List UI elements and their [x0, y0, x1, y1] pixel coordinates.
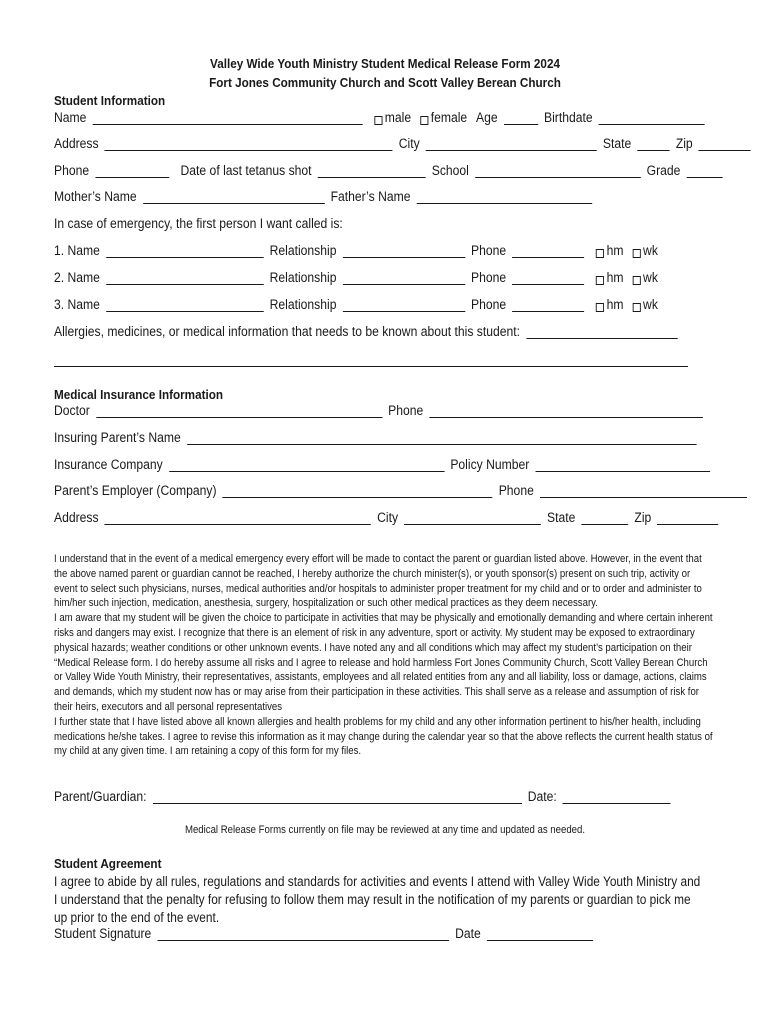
- phone-label: Phone: [471, 270, 507, 285]
- employer-phone-label: Phone: [498, 483, 534, 498]
- contact-phone-field[interactable]: [512, 271, 584, 285]
- release-paragraph-2: I am aware that my student will be given the choice to participate in activities that may be physically and emotionally demanding and where certain inherent risks and dangers may exist. I recognize that there is an element of risk in any adventure, sport or activity. My student may be exposed to extraordinary physical hazards; weather conditions or other unknown events. I have noted any and all conditions which may affect my student’s participation on their “Medical Release form. I do hereby assume all risks and I agree to release and hold harmless Fort Jones Community Church, Scott Valley Berean Church or Valley Wide Youth Ministry, their representatives, assistants, employees and all related entities from any and all liability, loss or damage, actions, claims and demands, which my student now has or may arise from their participation in these activities. This shall serve as a release and assumption of risk for their heirs, executors and all personal representatives: [54, 612, 713, 713]
- allergies-field[interactable]: [526, 325, 677, 339]
- row-phone: [54, 163, 725, 181]
- student-signature-field[interactable]: [157, 927, 449, 941]
- insurance-state-label: State: [547, 510, 576, 525]
- mother-label: Mother’s Name: [54, 189, 137, 204]
- row-insurance-address: [54, 510, 721, 528]
- insuring-parent-field[interactable]: [187, 431, 696, 445]
- birthdate-field[interactable]: [599, 111, 705, 125]
- relationship-field[interactable]: [343, 298, 465, 312]
- hm-checkbox[interactable]: [596, 249, 604, 258]
- student-info-heading: Student Information: [54, 93, 166, 108]
- zip-label: Zip: [675, 136, 693, 151]
- hm-label: hm: [606, 297, 624, 312]
- policy-label: Policy Number: [450, 457, 530, 472]
- contact-phone-field[interactable]: [512, 244, 584, 258]
- form-title: Valley Wide Youth Ministry Student Medical Release Form 2024: [210, 56, 560, 71]
- hm-label: hm: [606, 243, 624, 258]
- insuring-parent-label: Insuring Parent’s Name: [54, 430, 181, 445]
- insurance-city-field[interactable]: [404, 511, 541, 525]
- school-label: School: [431, 163, 469, 178]
- row-allergies: [54, 324, 680, 342]
- phone-field[interactable]: [95, 164, 169, 178]
- guardian-date-label: Date:: [527, 789, 557, 804]
- employer-label: Parent’s Employer (Company): [54, 483, 217, 498]
- insurance-company-field[interactable]: [169, 458, 444, 472]
- emergency-contact-2: [54, 270, 658, 288]
- row-student-signature: [54, 926, 596, 944]
- birthdate-label: Birthdate: [543, 110, 593, 125]
- row-address: [54, 136, 754, 154]
- emergency-contact-1: [54, 243, 658, 261]
- row-doctor: [54, 403, 706, 421]
- insurance-address-label: Address: [54, 510, 99, 525]
- contact-name-label: 3. Name: [54, 297, 100, 312]
- contact-phone-field[interactable]: [512, 298, 584, 312]
- insurance-heading: Medical Insurance Information: [54, 387, 224, 402]
- doctor-field[interactable]: [96, 404, 382, 418]
- policy-field[interactable]: [535, 458, 710, 472]
- contact-name-field[interactable]: [106, 244, 264, 258]
- grade-label: Grade: [646, 163, 681, 178]
- row-name: [54, 110, 708, 128]
- row-employer: [54, 483, 750, 501]
- insurance-city-label: City: [377, 510, 399, 525]
- phone-label: Phone: [54, 163, 90, 178]
- hm-checkbox[interactable]: [596, 276, 604, 285]
- insurance-state-field[interactable]: [582, 511, 629, 525]
- wk-label: wk: [643, 297, 658, 312]
- relationship-field[interactable]: [343, 271, 465, 285]
- student-date-field[interactable]: [487, 927, 593, 941]
- address-field[interactable]: [105, 137, 393, 151]
- age-label: Age: [475, 110, 498, 125]
- name-label: Name: [54, 110, 87, 125]
- relationship-label: Relationship: [269, 297, 337, 312]
- wk-label: wk: [643, 243, 658, 258]
- row-insuring-parent: [54, 430, 699, 448]
- guardian-date-field[interactable]: [563, 790, 671, 804]
- hm-label: hm: [606, 270, 624, 285]
- wk-checkbox[interactable]: [632, 249, 640, 258]
- allergies-field-line2[interactable]: [54, 366, 688, 367]
- insurance-zip-field[interactable]: [657, 511, 718, 525]
- release-paragraph-3: I further state that I have listed above all known allergies and health problems for my child and any other information pertinent to his/her health, including medications he/she takes. I agree to revise this information as it may change during the calendar year so that the above reflects the current health status of my child at any given time. I am retaining a copy of this form for my files.: [54, 715, 713, 758]
- mother-field[interactable]: [143, 190, 325, 204]
- agreement-heading: Student Agreement: [54, 856, 162, 871]
- review-note: Medical Release Forms currently on file may be reviewed at any time and updated as needed.: [184, 824, 586, 836]
- doctor-phone-label: Phone: [388, 403, 424, 418]
- tetanus-label: Date of last tetanus shot: [180, 163, 312, 178]
- row-parents: [54, 189, 595, 207]
- employer-phone-field[interactable]: [540, 484, 747, 498]
- name-field[interactable]: [93, 111, 363, 125]
- wk-label: wk: [643, 270, 658, 285]
- age-field[interactable]: [504, 111, 538, 125]
- city-label: City: [398, 136, 420, 151]
- contact-name-field[interactable]: [106, 298, 264, 312]
- guardian-signature-field[interactable]: [153, 790, 522, 804]
- father-field[interactable]: [417, 190, 593, 204]
- hm-checkbox[interactable]: [596, 303, 604, 312]
- wk-checkbox[interactable]: [632, 276, 640, 285]
- emergency-contact-3: [54, 297, 658, 315]
- city-field[interactable]: [426, 137, 597, 151]
- state-label: State: [602, 136, 632, 151]
- phone-label: Phone: [471, 243, 507, 258]
- row-insurance-company: [54, 457, 713, 475]
- release-text: [54, 552, 713, 759]
- insurance-company-label: Insurance Company: [54, 457, 163, 472]
- employer-field[interactable]: [223, 484, 493, 498]
- male-checkbox[interactable]: [374, 116, 382, 125]
- student-signature-label: Student Signature: [54, 926, 152, 941]
- address-label: Address: [54, 136, 99, 151]
- doctor-label: Doctor: [54, 403, 90, 418]
- relationship-field[interactable]: [343, 244, 465, 258]
- form-subtitle: Fort Jones Community Church and Scott Valley Berean Church: [209, 75, 561, 90]
- tetanus-field[interactable]: [318, 164, 426, 178]
- school-field[interactable]: [475, 164, 641, 178]
- contact-name-field[interactable]: [106, 271, 264, 285]
- release-paragraph-1: I understand that in the event of a medical emergency every effort will be made to contact the parent or guardian listed above. However, in the event that the above named parent or guardian cannot be reached, I hereby authorize the church minister(s), or youth sponsor(s) present on such trip, activity or event to select such physicians, nurses, medical authorities and/or hospitals to administer proper treatment for my child and or to order and administer to him/her such injection, medication, anesthesia, surgery, hospitalization or such other medical practices as they deem necessary.: [54, 553, 702, 610]
- female-checkbox[interactable]: [420, 116, 428, 125]
- relationship-label: Relationship: [269, 243, 337, 258]
- phone-label: Phone: [471, 297, 507, 312]
- emergency-intro: In case of emergency, the first person I want called is:: [54, 216, 343, 231]
- insurance-zip-label: Zip: [634, 510, 652, 525]
- zip-field[interactable]: [699, 137, 751, 151]
- row-guardian-signature: [54, 789, 674, 807]
- allergies-label: Allergies, medicines, or medical information that needs to be known about this student:: [54, 324, 521, 339]
- wk-checkbox[interactable]: [632, 303, 640, 312]
- contact-name-label: 2. Name: [54, 270, 100, 285]
- doctor-phone-field[interactable]: [429, 404, 703, 418]
- guardian-label: Parent/Guardian:: [54, 789, 147, 804]
- agreement-text: I agree to abide by all rules, regulations and standards for activities and events I attend with Valley Wide Youth Ministry and I understand that the penalty for refusing to follow them may result in the notification of my parents or guardian to pick me up prior to the end of the event.: [54, 874, 701, 925]
- female-label: female: [430, 110, 468, 125]
- grade-field[interactable]: [687, 164, 723, 178]
- student-date-label: Date: [455, 926, 481, 941]
- father-label: Father’s Name: [330, 189, 411, 204]
- state-field[interactable]: [637, 137, 669, 151]
- contact-name-label: 1. Name: [54, 243, 100, 258]
- relationship-label: Relationship: [269, 270, 337, 285]
- male-label: male: [384, 110, 412, 125]
- insurance-address-field[interactable]: [105, 511, 371, 525]
